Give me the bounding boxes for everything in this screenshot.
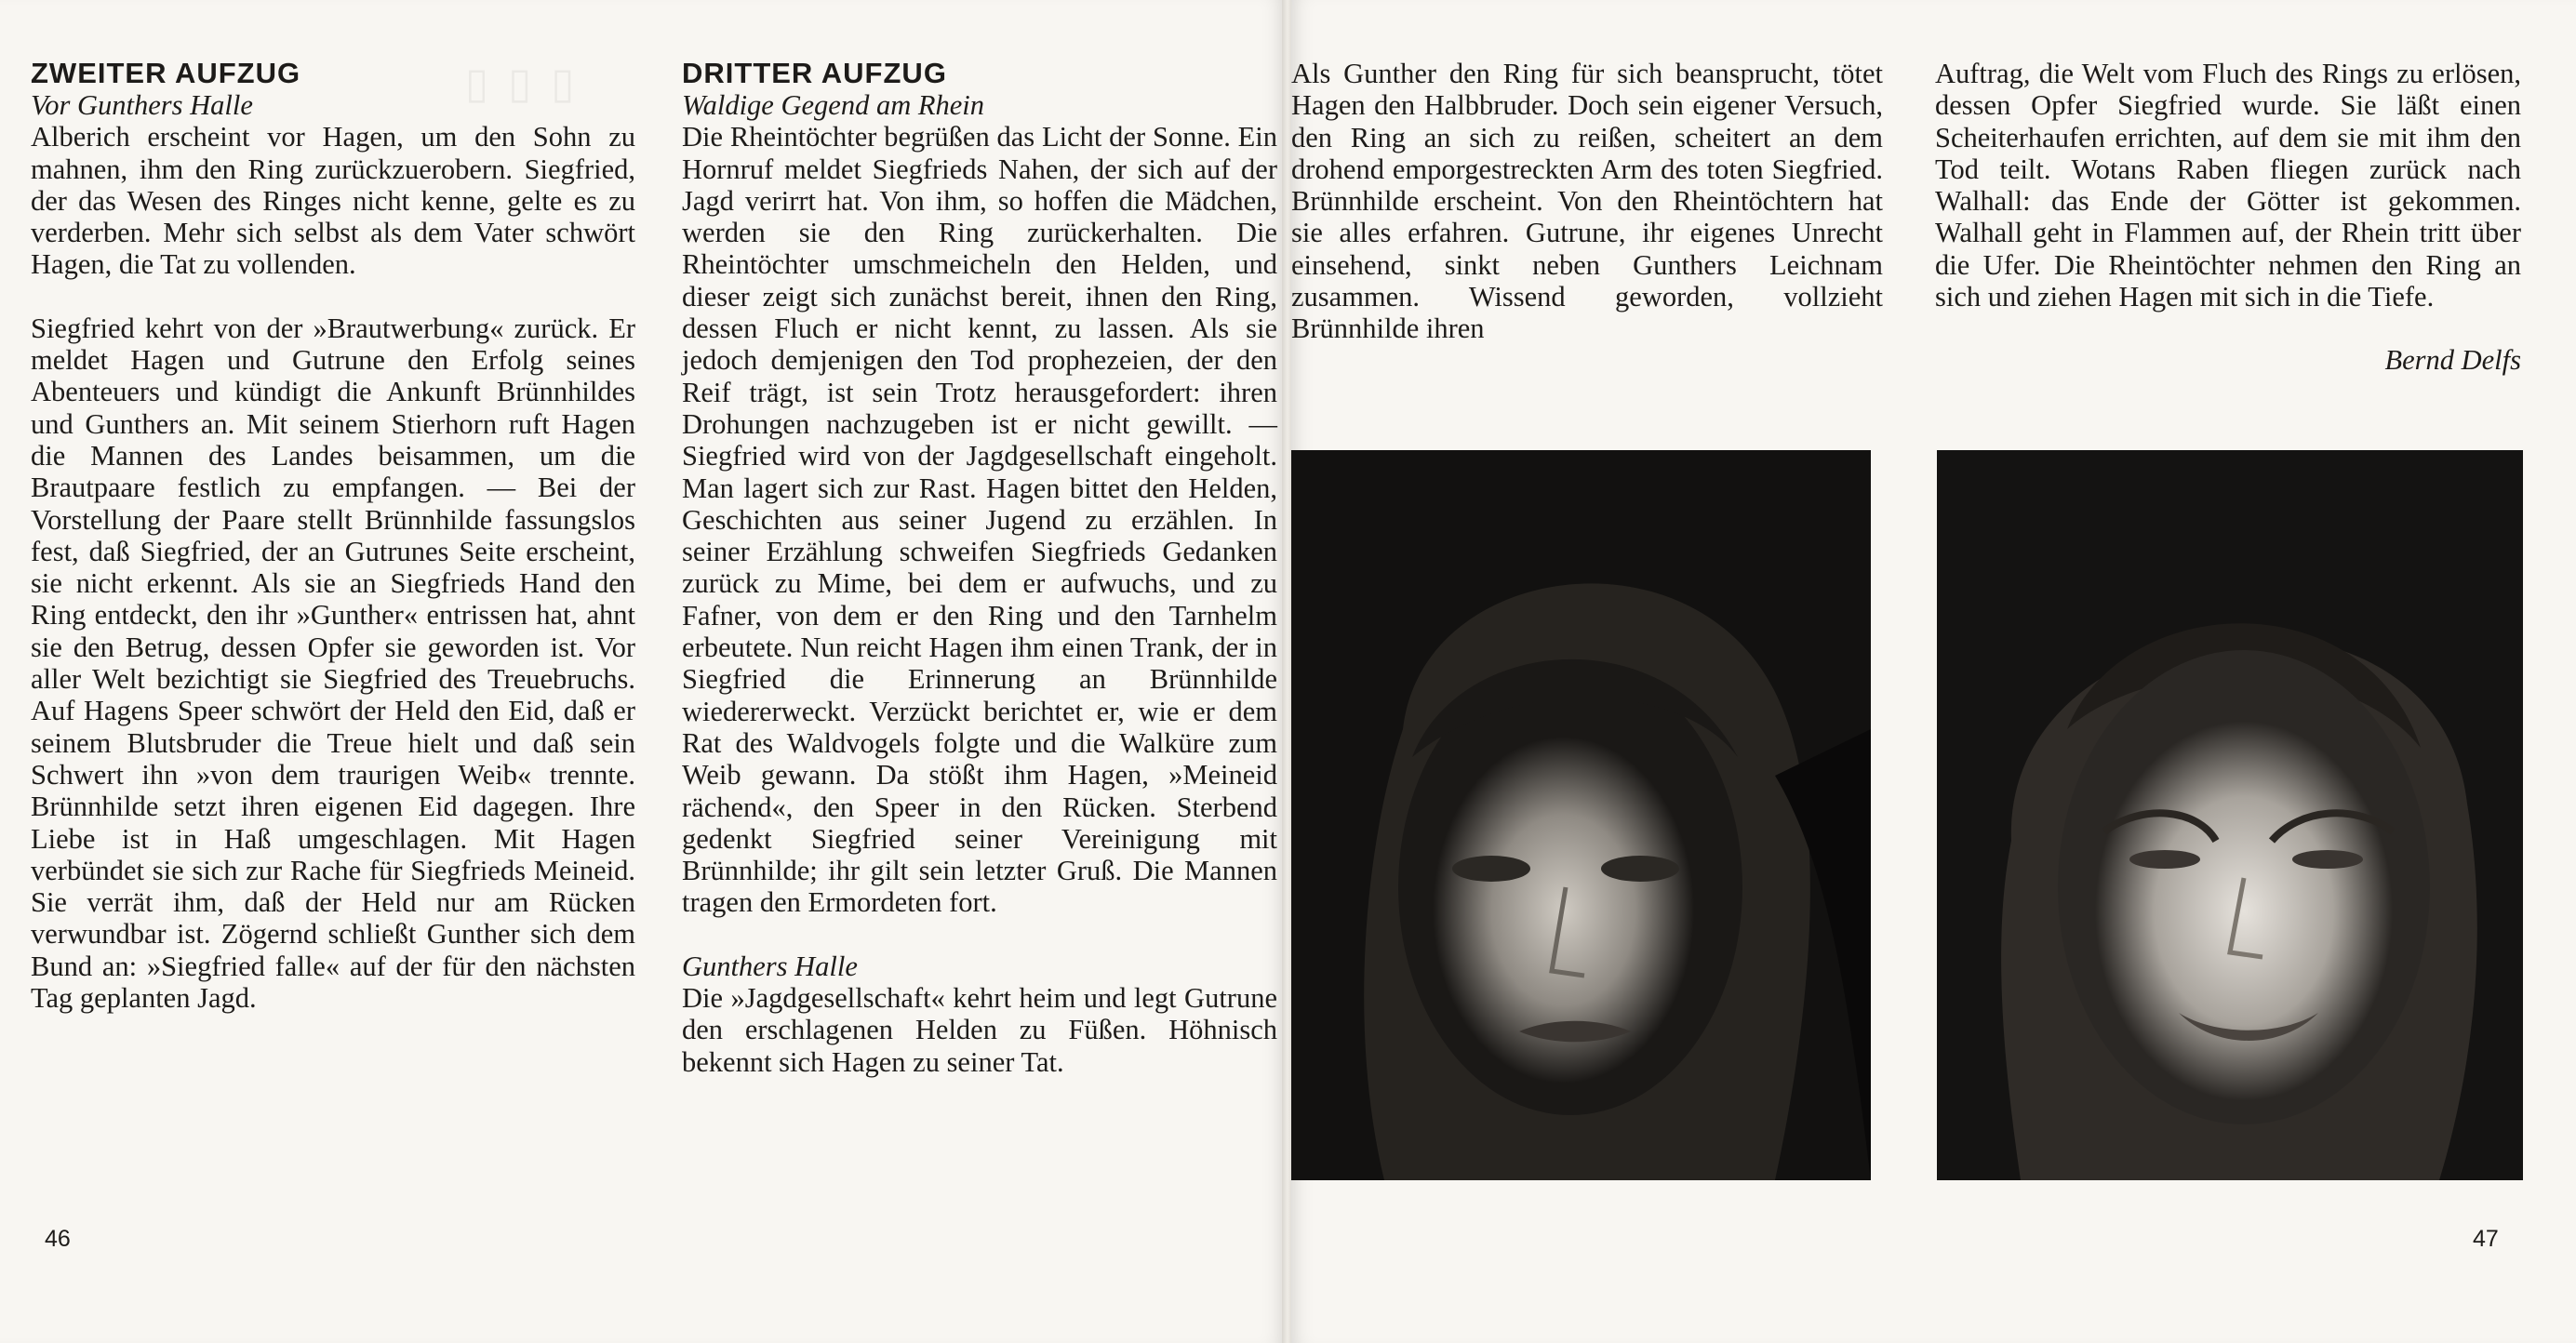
right-page: [1291, 0, 2576, 1343]
paragraph: Die Rheintöchter begrüßen das Licht der Sonne. Ein Hornruf meldet Siegfrieds Nahen, der sich auf der Jagd verirrt hat. Von ihm, so hoffen die Mädchen, werden sie den Ring zurückerhalten. Die Rheintöchter umschmeicheln den Helden, und dieser zeigt sich zunächst bereit, ihnen den Ring, dessen Fluch er nicht kennt, zu lassen. Als sie jedoch demjenigen den Tod prophezeien, der den Reif trägt, ist sein Trotz herausgefordert: ihren Drohungen nachzugeben ist er nicht gewillt. — Siegfried wird von der Jagdgesellschaft eingeholt. Man lagert sich zur Rast. Hagen bittet den Helden, Geschichten aus seiner Jugend zu erzählen. In seiner Erzählung schweifen Siegfrieds Gedanken zurück zu Mime, bei dem er aufwuchs, und zu Fafner, von dem er den Ring und den Tarnhelm erbeutete. Nun reicht Hagen ihm einen Trank, der in Siegfried die Erinnerung an Brünnhilde wiedererweckt. Verzückt berichtet er, wie er dem Rat des Waldvogels folgte und die Walküre zum Weib gewann. Da stößt ihm Hagen, »Meineid rächend«, den Speer in den Rücken. Sterbend gedenkt Siegfried seiner Vereinigung mit Brünnhilde; ihr gilt sein letzter Gruß. Die Mannen tragen den Ermordeten fort.: [682, 121, 1277, 919]
right-column-2: [1935, 58, 2521, 377]
left-column-1: [31, 58, 635, 1014]
left-page: [0, 0, 1284, 1343]
section-heading: ZWEITER AUFZUG: [31, 57, 301, 89]
bleed-through-text: ▯ ▯ ▯: [465, 59, 579, 107]
portrait-photo-left: [1291, 450, 1871, 1180]
right-column-1: [1291, 58, 1883, 345]
left-column-2: [682, 58, 1277, 1078]
section-heading: DRITTER AUFZUG: [682, 57, 947, 89]
page-number: 46: [45, 1226, 71, 1252]
paragraph: Alberich erscheint vor Hagen, um den Sohn zu mahnen, ihm den Ring zurückzuerobern. Siegfried, der das Wesen des Ringes nicht kenne, gelte es zu verderben. Mehr sich selbst als dem Vater schwört Hagen, die Tat zu vollenden.: [31, 121, 635, 281]
portrait-image: [1291, 450, 1871, 1180]
paragraph: Auftrag, die Welt vom Fluch des Rings zu erlösen, dessen Opfer Siegfried wurde. Sie läßt einen Scheiterhaufen errichten, auf dem sie mit ihm den Tod teilt. Wotans Raben fliegen zurück nach Walhall: das Ende der Götter ist gekommen. Walhall geht in Flammen auf, der Rhein tritt über die Ufer. Die Rheintöchter nehmen den Ring an sich und ziehen Hagen mit sich in die Tiefe.: [1935, 58, 2521, 313]
paragraph: Als Gunther den Ring für sich beansprucht, tötet Hagen den Halbbruder. Doch sein eigener Versuch, den Ring an sich zu reißen, scheitert an dem drohend emporgestreckten Arm des toten Siegfried. Brünnhilde erscheint. Von den Rheintöchtern hat sie alles erfahren. Gutrune, ihr eigenes Unrecht einsehend, sinkt neben Gunthers Leichnam zusammen. Wissend geworden, vollzieht Brünnhilde ihren: [1291, 58, 1883, 345]
page-number: 47: [2473, 1226, 2499, 1252]
paragraph: Siegfried kehrt von der »Brautwerbung« zurück. Er meldet Hagen und Gutrune den Erfolg seines Abenteuers und kündigt die Ankunft Brünnhildes und Gunthers an. Mit seinem Stierhorn ruft Hagen die Mannen des Landes beisammen, um die Brautpaare festlich zu empfangen. — Bei der Vorstellung der Paare stellt Brünnhilde fassungslos fest, daß Siegfried, der an Gutrunes Seite erscheint, sie nicht erkennt. Als sie an Siegfrieds Hand den Ring entdeckt, den ihr »Gunther« entrissen hat, ahnt sie den Betrug, dessen Opfer sie geworden ist. Vor aller Welt bezichtigt sie Siegfried des Treuebruchs. Auf Hagens Speer schwört der Held den Eid, daß er seinem Blutsbruder die Treue hielt und daß sein Schwert ihn »von dem traurigen Weib« trennte. Brünnhilde setzt ihren eigenen Eid dagegen. Ihre Liebe ist in Haß umgeschlagen. Mit Hagen verbündet sie sich zur Rache für Siegfrieds Meineid. Sie verrät ihm, daß der Held nur am Rücken verwundbar ist. Zögernd schließt Gunther sich dem Bund an: »Siegfried falle« auf der für den nächsten Tag geplanten Jagd.: [31, 312, 635, 1015]
portrait-photo-right: [1937, 450, 2523, 1180]
author-signature: Bernd Delfs: [2384, 344, 2521, 377]
paragraph: Die »Jagdgesellschaft« kehrt heim und legt Gutrune den erschlagenen Helden zu Füßen. Höhnisch bekennt sich Hagen zu seiner Tat.: [682, 982, 1277, 1078]
section-subheading: Vor Gunthers Halle: [31, 89, 253, 121]
section-subheading: Gunthers Halle: [682, 950, 858, 982]
section-subheading: Waldige Gegend am Rhein: [682, 89, 984, 121]
portrait-image: [1937, 450, 2523, 1180]
